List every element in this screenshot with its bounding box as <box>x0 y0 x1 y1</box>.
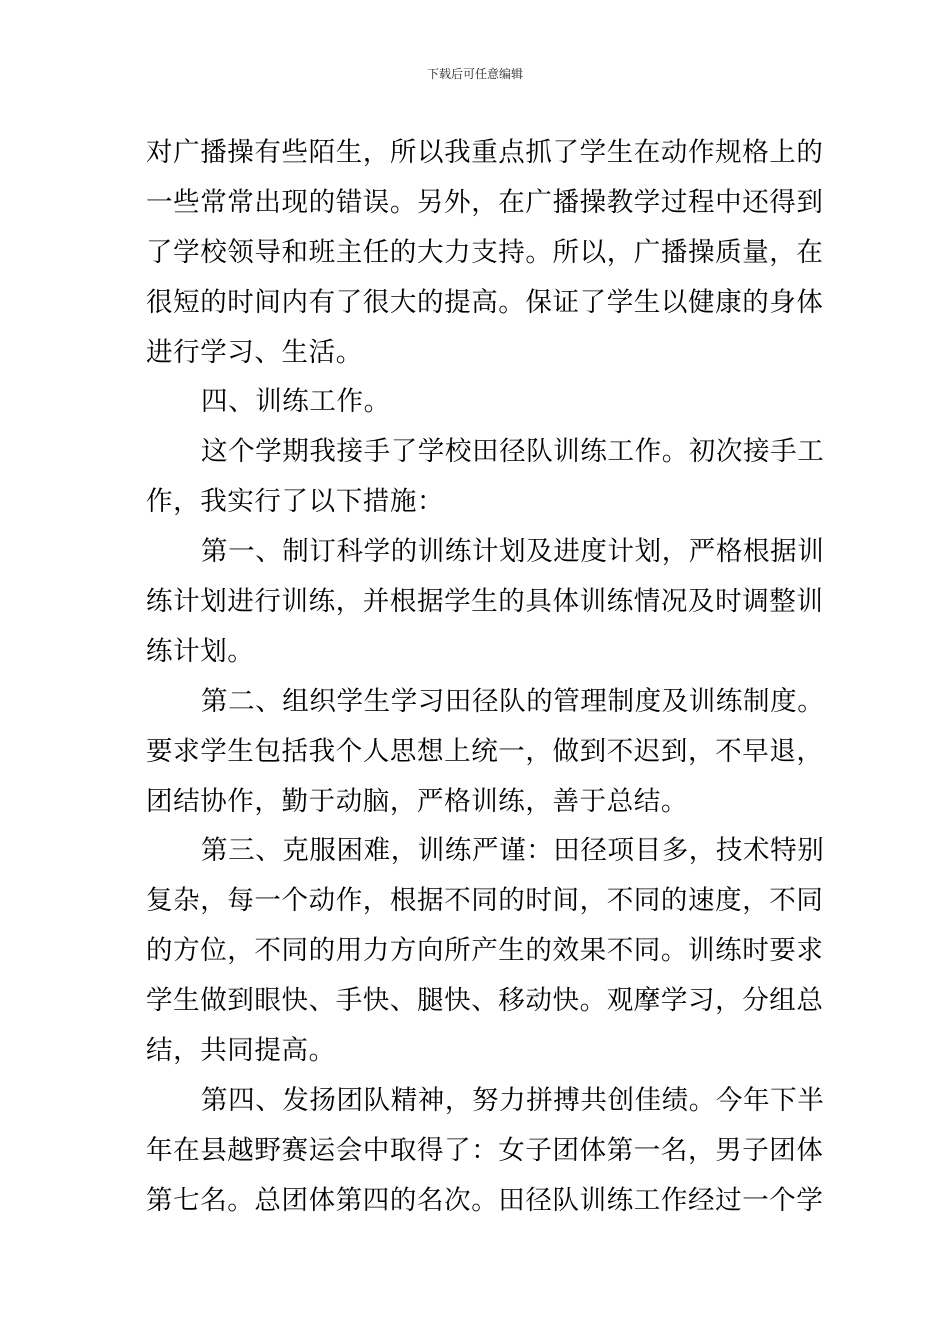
body-line: 第二、组织学生学习田径队的管理制度及训练制度。 <box>201 685 825 717</box>
document-body <box>146 128 825 1226</box>
body-line: 学生做到眼快、手快、腿快、移动快。观摩学习，分组总 <box>146 985 824 1017</box>
body-line: 第三、克服困难，训练严谨：田径项目多，技术特别 <box>201 835 825 867</box>
body-line: 作，我实行了以下措施： <box>146 486 445 518</box>
body-line: 复杂，每一个动作，根据不同的时间，不同的速度，不同 <box>146 885 824 917</box>
section-heading-training: 四、训练工作。 <box>201 386 391 418</box>
body-line: 一些常常出现的错误。另外，在广播操教学过程中还得到 <box>146 186 824 218</box>
body-line: 练计划。 <box>146 635 255 667</box>
body-line: 这个学期我接手了学校田径队训练工作。初次接手工 <box>201 436 825 468</box>
body-line: 第一、制订科学的训练计划及进度计划，严格根据训 <box>201 536 825 568</box>
body-line: 很短的时间内有了很大的提高。保证了学生以健康的身体 <box>146 286 824 318</box>
body-line: 年在县越野赛运会中取得了：女子团体第一名，男子团体 <box>146 1134 824 1166</box>
body-line: 对广播操有些陌生，所以我重点抓了学生在动作规格上的 <box>146 137 824 168</box>
body-line: 的方位，不同的用力方向所产生的效果不同。训练时要求 <box>146 935 824 967</box>
body-line: 团结协作，勤于动脑，严格训练，善于总结。 <box>146 785 688 817</box>
body-line: 练计划进行训练，并根据学生的具体训练情况及时调整训 <box>146 586 824 618</box>
page-header-watermark: 下载后可任意编辑 <box>426 67 523 81</box>
body-line: 结，共同提高。 <box>146 1035 336 1067</box>
body-line: 了学校领导和班主任的大力支持。所以，广播操质量，在 <box>146 236 824 268</box>
body-line: 进行学习、生活。 <box>146 336 363 368</box>
body-line: 第四、发扬团队精神，努力拼搏共创佳绩。今年下半 <box>201 1084 825 1116</box>
body-line: 要求学生包括我个人思想上统一，做到不迟到，不早退， <box>146 735 824 767</box>
body-line: 第七名。总团体第四的名次。田径队训练工作经过一个学 <box>146 1184 824 1216</box>
